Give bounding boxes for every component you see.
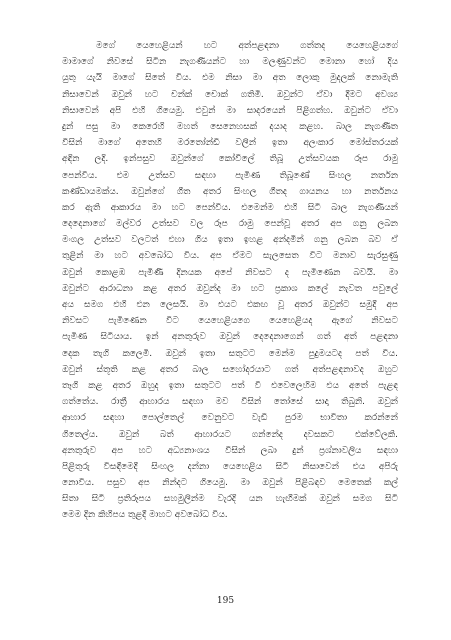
paragraph-line: අය සමග එහි එන ලෙසයි. මා එයට එකඟ වූ අතර ඔවුන්ට සමුදී අප <box>62 300 398 310</box>
paragraph-line: පිළිතුරු විසඳීමෙදී සිංහල දන්නා යෙහෙළිය සිටි නිසාවෙන් එය අපිරු <box>62 461 398 472</box>
paragraph-line: මගේ යෙහෙළියන් හට අත්පළඳනා ගත්තද යෙහෙළියගේ <box>96 41 398 51</box>
paragraph-line: අඳින ලදි. ඉන්පසුව ඔවුන්ගේ කෝවිලේ තිබූ උත්සවයක රූප රාමු <box>62 154 398 165</box>
paragraph-line: නොවිය. පසුව අප නින්දට ගියෙමු. මා ඔවුන් පිළිබඳව මෙතෙක් කල් <box>62 478 398 489</box>
paragraph-line: නිසාවෙන් ඔවුන් හට චන්ක් චොක් ගතිමි. ඔවුන්ට ඒවා දීමට අවශ්‍ය <box>62 89 398 100</box>
paragraph-line: ගත්තේය. රාත්‍රී ආහාරය සඳහා මව විසින් තෝසේ සාදා තිබුනි. ඔවුන් <box>62 397 398 408</box>
paragraph-line: කර ඇති ආකාරය මා හට පෙන්විය. එමෙන්ම එහි සිටි බාල නැගණියන් <box>62 202 398 213</box>
paragraph-line: දෙක තැගි කලෙමි. ඔවුන් ඉතා සතුටට මෙන්ම පුදුමයටද පත් විය. <box>62 348 398 359</box>
paragraph-line: මංගල උත්සව වලටත් එහා ගිය ඉතා ඉහළ අන්දමින් ගනු ලබන බව ඒ <box>62 235 398 246</box>
paragraph-line: ඔවුන්ට ආරාධනා කළ අතර ඔවුන්ද මා හට ප්‍රකාශ කලේ නැවත පවුලේ <box>62 283 398 294</box>
paragraph-line: නිසාවෙන් අපි එහි ගියෙමු. එවුන් මා සාදරයෙන් පිළිගත්හ. ඔවුන්ට ඒවා <box>62 105 398 116</box>
paragraph-line: පෙන්වීය. එම උත්සව සඳහා පැමිණ තිබූණේ සිංහල නර්තන <box>62 170 398 181</box>
paragraph-line: තෑගි කළ අතර ඔහුද ඉතා සතුටට පත් වී එවෙලෙහිම එය අතේ පැළඳ <box>62 380 398 391</box>
paragraph-line: පැමිණ සිටියාය. ඉන් අනතුරුව ඔවුන් දෙදෙනාගෙන් ගත් අත් පළඳනා <box>62 332 398 343</box>
paragraph-line: ආහාර සඳහා පොල්තෙල් වෙනුවට වැඩි පුරම භාවිතා කරන්නේ <box>62 413 398 424</box>
paragraph-line: තුළින් මා හට අවබෝධ විය. අප ඒමට සැලසෙත විට මනාව සැරසුණු <box>62 251 398 262</box>
paragraph-line: විසින් මාගේ අතෙහි මරතෝන්ඩි වලින් ඉතා අලංකාර මෝස්තරයක් <box>62 138 398 149</box>
paragraph-line: ඔවුන් කොළඹ පැමිණි දිනයක අපේ නිවසට ද පැමිණෙන බවයි. මා <box>62 267 398 278</box>
paragraph-line: කණ්ඩායමක්ය. ඔවුන්ගේ ගීත අතර සිංහල ගීතද ගායනය හා නර්තනය <box>62 186 398 197</box>
page-number: 195 <box>216 596 235 606</box>
paragraph-line: නිවසට පැමිණෙන විට යෙහෙළියගෙ යෙහෙළියද ඇගේ නිවසට <box>62 316 398 327</box>
paragraph-line: මෙම දින කිහිපය තුළදී මාහට අවබෝධ විය. <box>62 510 228 521</box>
paragraph-line: ගිතෙල්ය. ඔවුන් බත් ආහාරයට ගන්නේද දවසකට එක්වේලකි. <box>62 429 398 440</box>
paragraph-line: දුන් පසු මා කෙරෙහි මහත් සෙනෙහසක් දයාද කළහ. බාල නැගණිත <box>62 121 398 132</box>
paragraph-line: සිතා සිටි ප්‍රතිරූපය සහමුලින්ම වැරදි යන හැඟීමක් ඔවුන් සමග සිටි <box>62 494 398 505</box>
paragraph-line: දෙදෙනාගේ මල්වර උත්සව වල රූප රාමු පෙන්වූ අතර අප ගනු ලබන <box>62 219 398 230</box>
body-paragraph <box>62 38 398 524</box>
paragraph-line: යුතු යැයි මාගේ සිතේ විය. එම නිසා මා අත ලොකු මුදලක් නොමැති <box>62 73 398 84</box>
paragraph-line: මාමාගේ නිවසේ සිටින නැගණියන්ට හා මලණුවන්ට මොනා හෝ දිය <box>62 57 398 68</box>
paragraph-line: අනතුරුව අප හට අධ්‍යනාංශය විසින් ලබා දුන් ප්‍රශ්නාවලිය සඳහා <box>62 445 398 456</box>
paragraph-line: ඔවුන් ස්තූති කළ අතර බාල සහෝදරයාට ගත් අත්පළඳනාවද ඔහුට <box>62 364 398 375</box>
